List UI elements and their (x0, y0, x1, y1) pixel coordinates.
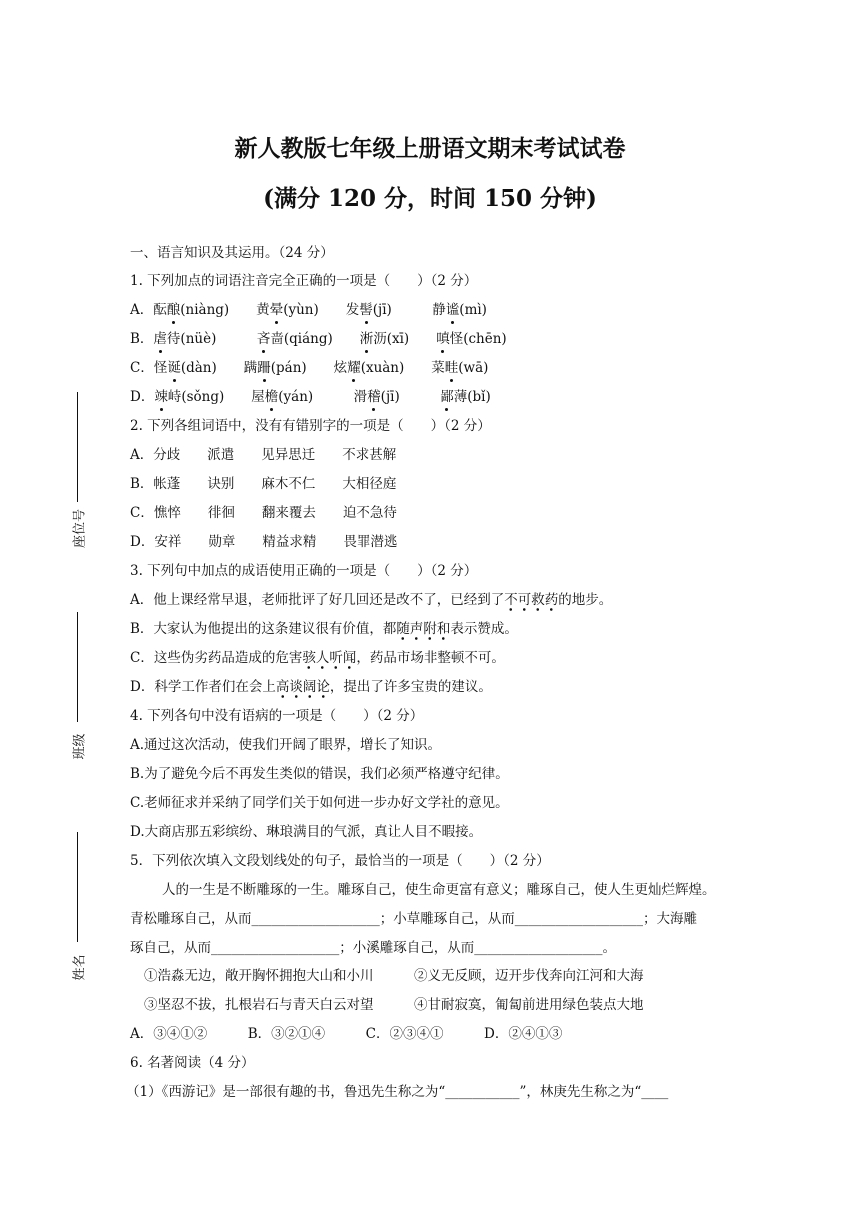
q3-option-c: C．这些伪劣药品造成的危害骇人听闻，药品市场非整顿不可。 (130, 648, 505, 668)
q4-option-a: A.通过这次活动，使我们开阔了眼界，增长了知识。 (130, 737, 442, 753)
q5-stem: 5．下列依次填入文段划线处的句子，最恰当的一项是（ ）（2 分） (130, 853, 550, 869)
q5-passage-line-2: 青松雕琢自己，从而___________________；小草雕琢自己，从而___________________；大海雕 (130, 911, 697, 927)
q2-stem: 2. 下列各组词语中，没有有错别字的一项是（ ）（2 分） (130, 418, 491, 434)
class-line (77, 612, 78, 722)
q5-sentence-options-1: ①浩淼无边，敞开胸怀拥抱大山和小川 ②义无反顾，迈开步伐奔向江河和大海 (144, 968, 644, 984)
q4-option-c: C.老师征求并采纳了同学们关于如何进一步办好文学社的意见。 (130, 795, 509, 811)
q1-stem: 1. 下列加点的词语注音完全正确的一项是（ ）（2 分） (130, 273, 478, 289)
q3-stem: 3. 下列句中加点的成语使用正确的一项是（ ）（2 分） (130, 563, 478, 579)
q2-option-a: A．分歧 派遣 见异思迁 不求甚解 (130, 447, 397, 463)
dotted-idiom: 不可救药 (504, 592, 558, 612)
q4-option-b: B.为了避免今后不再发生类似的错误，我们必须严格遵守纪律。 (130, 766, 509, 782)
q6-stem: 6. 名著阅读（4 分） (130, 1055, 255, 1071)
q2-option-b: B．帐蓬 诀别 麻木不仁 大相径庭 (130, 476, 397, 492)
q4-option-d: D.大商店那五彩缤纷、琳琅满目的气派，真让人目不暇接。 (130, 824, 483, 840)
seat-line (77, 392, 78, 502)
q2-option-c: C．憔悴 徘徊 翻来覆去 迫不急待 (130, 505, 397, 521)
q3-option-a: A．他上课经常早退，老师批评了好几回还是改不了，已经到了不可救药的地步。 (130, 590, 612, 610)
q1-option-c: C．怪诞(dàn) 蹒跚(pán) 炫耀(xuàn) 菜畦(wā) (130, 360, 489, 376)
seat-label: 座位号 (72, 509, 88, 549)
q5-passage-line-3: 琢自己，从而___________________；小溪雕琢自己，从而___________________。 (130, 940, 616, 956)
q3-option-d: D．科学工作者们在会上高谈阔论，提出了许多宝贵的建议。 (130, 677, 492, 697)
q1-option-b: B．虐待(nüè) 吝啬(qiáng) 淅沥(xī) 嗔怪(chēn) (130, 331, 507, 347)
class-label: 班级 (72, 733, 88, 760)
dotted-idiom: 骇人听闻 (302, 650, 356, 670)
section-heading: 一、语言知识及其运用。（24 分） (130, 245, 334, 261)
page-subtitle: (满分 120 分，时间 150 分钟) (263, 185, 597, 212)
dotted-idiom: 随声附和 (396, 621, 450, 641)
q1-option-a: A．酝酿(niàng) 黄晕(yùn) 发髻(jī) 静谧(mì) (130, 302, 487, 318)
name-label: 姓名 (72, 954, 88, 981)
q4-stem: 4. 下列各句中没有语病的一项是（ ）（2 分） (130, 708, 424, 724)
name-line (77, 832, 78, 942)
q5-passage-line-1: 人的一生是不断雕琢的一生。雕琢自己，使生命更富有意义；雕琢自己，使人生更灿烂辉煌。 (162, 882, 716, 898)
page-title: 新人教版七年级上册语文期末考试试卷 (234, 135, 626, 162)
q5-choices: A．③④①② B．③②①④ C．②③④① D．②④①③ (130, 1026, 563, 1042)
q5-sentence-options-2: ③坚忍不拔，扎根岩石与青天白云对望 ④甘耐寂寞，匍匐前进用绿色装点大地 (144, 997, 644, 1013)
q6-line-1: （1）《西游记》是一部很有趣的书，鲁迅先生称之为“___________”，林庚先生称之为“____ (126, 1084, 669, 1100)
dotted-idiom: 高谈阔论 (276, 679, 330, 699)
q3-option-b: B．大家认为他提出的这条建议很有价值，都随声附和表示赞成。 (130, 619, 518, 639)
q1-option-d: D．竦峙(sǒng) 屋檐(yán) 滑稽(jī) 鄙薄(bǐ) (130, 389, 491, 405)
q2-option-d: D．安祥 勋章 精益求精 畏罪潜逃 (130, 534, 398, 550)
